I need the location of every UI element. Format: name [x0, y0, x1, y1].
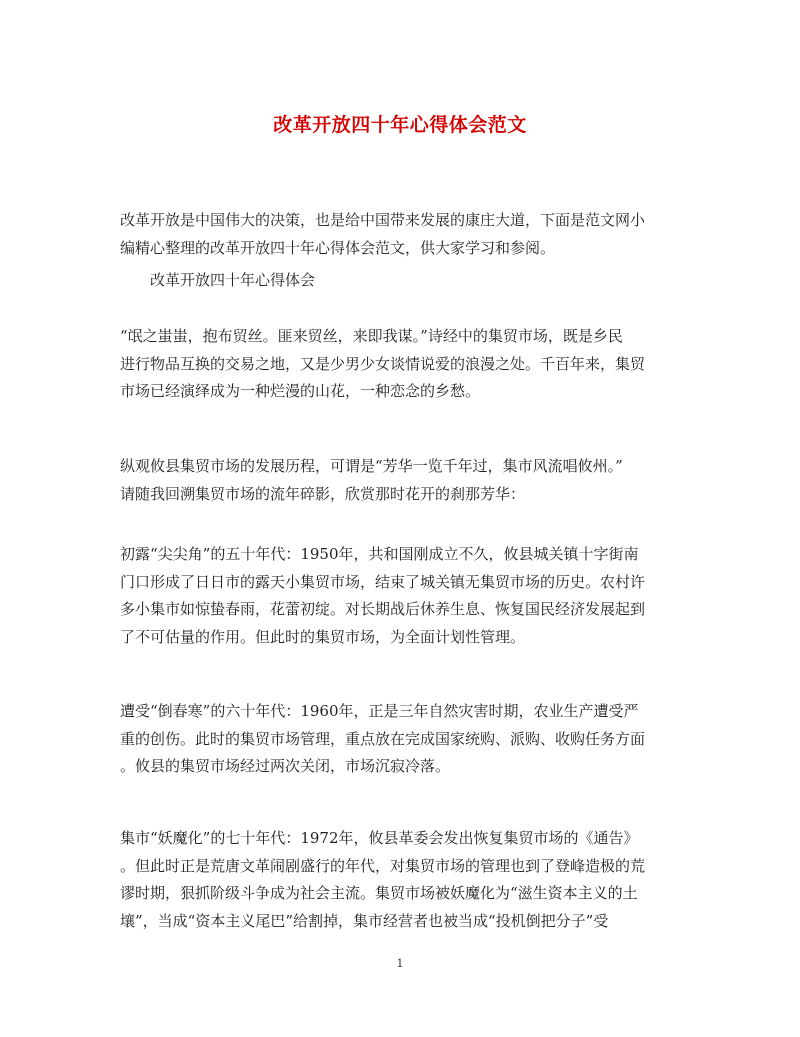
text-line: 多小集市如惊蛰春雨，花蕾初绽。对长期战后休养生息、恢复国民经济发展起到 [120, 600, 646, 618]
text-line: 重的创伤。此时的集贸市场管理，重点放在完成国家统购、派购、收购任务方面 [120, 729, 646, 748]
text-line: 纵观攸县集贸市场的发展历程，可谓是“芳华一览千年过，集市风流唱攸州。” [120, 457, 623, 475]
paragraph-overview [120, 453, 680, 508]
document-title: 改革开放四十年心得体会范文 [273, 114, 527, 136]
text-line: 初露“尖尖角”的五十年代：1950年，共和国刚成立不久，攸县城关镇十字街南 [120, 545, 639, 563]
text-line: 壤”，当成“资本主义尾巴”给割掉，集市经营者也被当成“投机倒把分子”受 [120, 911, 609, 930]
text-line: 谬时期，狠抓阶级斗争成为社会主流。集贸市场被妖魔化为“滋生资本主义的土 [120, 884, 638, 902]
text-line: 。攸县的集贸市场经过两次关闭，市场沉寂冷落。 [120, 757, 451, 775]
text-line: 改革开放是中国伟大的决策，也是给中国带来发展的康庄大道，下面是范文网小 [120, 211, 646, 229]
text-line: 集市“妖魔化”的七十年代：1972年，攸县革委会发出恢复集贸市场的《通告》 [120, 829, 639, 847]
text-line: 改革开放四十年心得体会 [150, 271, 316, 289]
text-line: 了不可估量的作用。但此时的集贸市场，为全面计划性管理。 [120, 627, 526, 646]
text-line: 。但此时正是荒唐文革闹剧盛行的年代，对集贸市场的管理也到了登峰造极的荒 [120, 856, 646, 875]
text-line: 编精心整理的改革开放四十年心得体会范文，供大家学习和参阅。 [120, 238, 556, 257]
text-line: 门口形成了日日市的露天小集贸市场，结束了城关镇无集贸市场的历史。农村许 [120, 572, 646, 591]
text-line: 遭受“倒春寒”的六十年代：1960年，正是三年自然灾害时期，农业生产遭受严 [120, 702, 639, 720]
paragraph-seventies [120, 825, 680, 935]
text-line: 请随我回溯集贸市场的流年碎影，欣赏那时花开的刹那芳华： [120, 484, 526, 503]
paragraph-fifties [120, 541, 680, 651]
paragraph-intro [120, 207, 680, 262]
text-line: 市场已经演绎成为一种烂漫的山花，一种恋念的乡愁。 [120, 382, 481, 400]
text-line: 进行物品互换的交易之地，又是少男少女谈情说爱的浪漫之处。千百年来，集贸 [120, 354, 646, 373]
text-line: “氓之蚩蚩，抱布贸丝。匪来贸丝，来即我谋。”诗经中的集贸市场，既是乡民 [120, 327, 623, 345]
paragraph-sixties [120, 698, 680, 781]
page-number: 1 [396, 957, 404, 970]
paragraph-subtitle [120, 267, 680, 295]
paragraph-poem [120, 323, 680, 406]
